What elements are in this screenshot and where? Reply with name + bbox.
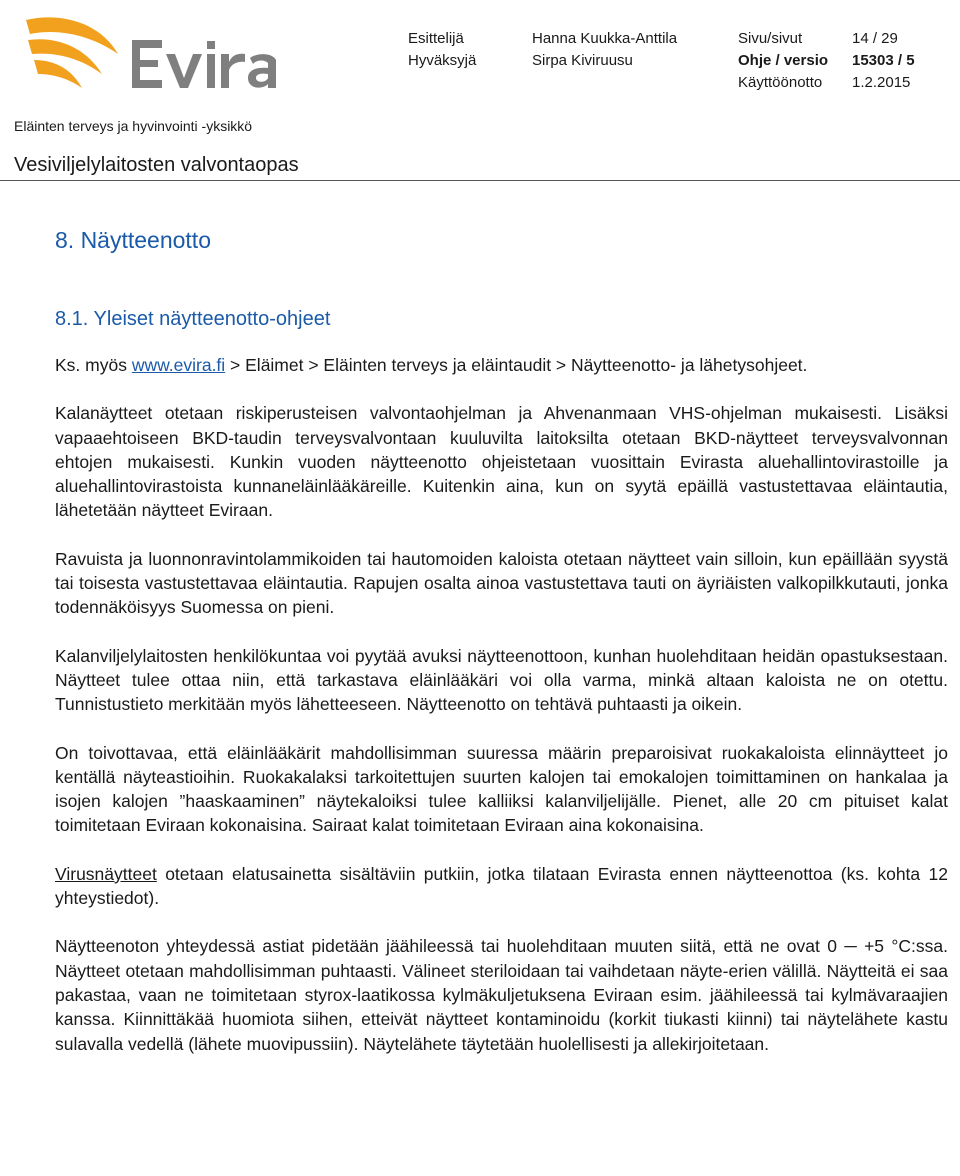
version-number: 15303 / 5: [852, 52, 915, 69]
page-header: [0, 0, 960, 182]
evira-link[interactable]: www.evira.fi: [131, 355, 226, 375]
paragraph-storage: Näytteenoton yhteydessä astiat pidetään jäähileessä tai huolehditaan muuten siitä, että ne ovat 0 ─ +5 °C:ssa. Näytteet otetaan mahdollisimman puhtaasti. Välineet steriloidaan tai vaihdetaan näyte-erien välillä. Näytteitä ei saa pakastaa, vaan ne toimitetaan styrox-laatikossa kylmäkuljetuksena Eviraan esim. jäähileessä tai kylmävaraajien kanssa. Kiinnittäkää huomiota siihen, etteivät näytteet kontaminoidu (korkit tiukasti kiinni) tai näytelähete kastu sulavalla vedellä (lähete muovipussiin). Näytelähete täytetään huolellisesti ja allekirjoitetaan.: [55, 936, 948, 1054]
unit-name: Eläinten terveys ja hyvinvointi -yksikkö: [14, 118, 253, 134]
presenter-name: Hanna Kuukka-Anttila: [532, 30, 678, 47]
paragraph-see-also: [55, 353, 948, 377]
section-title: 8. Näytteenotto: [55, 227, 211, 253]
paragraph-preparation: On toivottavaa, että eläinlääkärit mahdollisimman suuressa määrin preparoisivat ruokakaloista elinnäytteet jo kentällä näyteastioihin. Ruokakalaksi tarkoitettujen suurten kalojen tai emokalojen toimittaminen on hankalaa ja isojen kalojen ”haaskaaminen” näytekaloiksi tulee kalliiksi kalanviljelijälle. Pienet, alle 20 cm pituiset kalat toimitetaan Eviraan kokonaisina. Sairaat kalat toimitetaan Eviraan aina kokonaisina.: [55, 742, 948, 836]
virus-samples-term: Virusnäytteet: [55, 863, 157, 884]
paragraph-virus-samples: [55, 862, 948, 911]
page-number: 14 / 29: [852, 30, 898, 47]
approver-name: Sirpa Kiviruusu: [532, 52, 633, 69]
paragraph-staff-help: Kalanviljelylaitosten henkilökuntaa voi pyytää avuksi näytteenottoon, kunhan huolehditaan heidän opastuksestaan. Näytteet tulee ottaa niin, että tarkastava eläinlääkäri voi olla varma, minkä altaan kaloista ne on otettu. Tunnistustieto merkitään myös lähetteeseen. Näytteenotto on tehtävä puhtaasti ja oikein.: [55, 645, 948, 715]
see-also-path: > Eläimet > Eläinten terveys ja eläintaudit > Näytteenotto- ja lähetysohjeet.: [225, 355, 808, 375]
guide-title: Vesiviljelylaitosten valvontaopas: [14, 154, 299, 176]
evira-logo-mark: [20, 8, 280, 98]
label-deploy: Käyttöönotto: [738, 74, 823, 91]
subsection-title: 8.1. Yleiset näytteenotto-ohjeet: [55, 308, 331, 330]
document-body: [55, 225, 948, 1080]
label-page: Sivu/sivut: [738, 30, 803, 47]
paragraph-sampling-programs: Kalanäytteet otetaan riskiperusteisen valvontaohjelman ja Ahvenanmaan VHS-ohjelman mukaisesti. Lisäksi vapaaehtoiseen BKD-taudin terveysvalvontaan kuuluvilta laitoksilta otetaan BKD-näytteet terveysvalvonnan ehtojen mukaisesti. Kunkin vuoden näytteenotto ohjeistetaan vuosittain Evirasta aluehallintovirastoille ja aluehallintovirastoista kunnaneläinlääkäreille. Kuitenkin aina, kun on syytä epäillä vastustettavaa eläintautia, lähetetään näytteet Eviraan.: [55, 403, 948, 521]
label-approver: Hyväksyjä: [408, 52, 477, 69]
label-version: Ohje / versio: [738, 52, 829, 69]
paragraph-crayfish: Ravuista ja luonnonravintolammikoiden tai hautomoiden kaloista otetaan näytteet vain silloin, kun epäillään syystä tai toisesta vastustettavaa eläintautia. Rapujen osalta ainoa vastustettava tauti on äyriäisten valkopilkkutauti, jonka todennäköisyys Suomessa on pieni.: [55, 548, 948, 618]
virus-samples-text: otetaan elatusainetta sisältäviin putkiin, jotka tilataan Evirasta ennen näytteenottoa (ks. kohta 12 yhteystiedot).: [55, 863, 948, 909]
see-also-prefix: Ks. myös: [55, 355, 132, 375]
header-divider: [0, 180, 960, 181]
label-presenter: Esittelijä: [408, 30, 464, 47]
evira-logo: [20, 8, 280, 98]
deploy-date: 1.2.2015: [852, 74, 911, 91]
